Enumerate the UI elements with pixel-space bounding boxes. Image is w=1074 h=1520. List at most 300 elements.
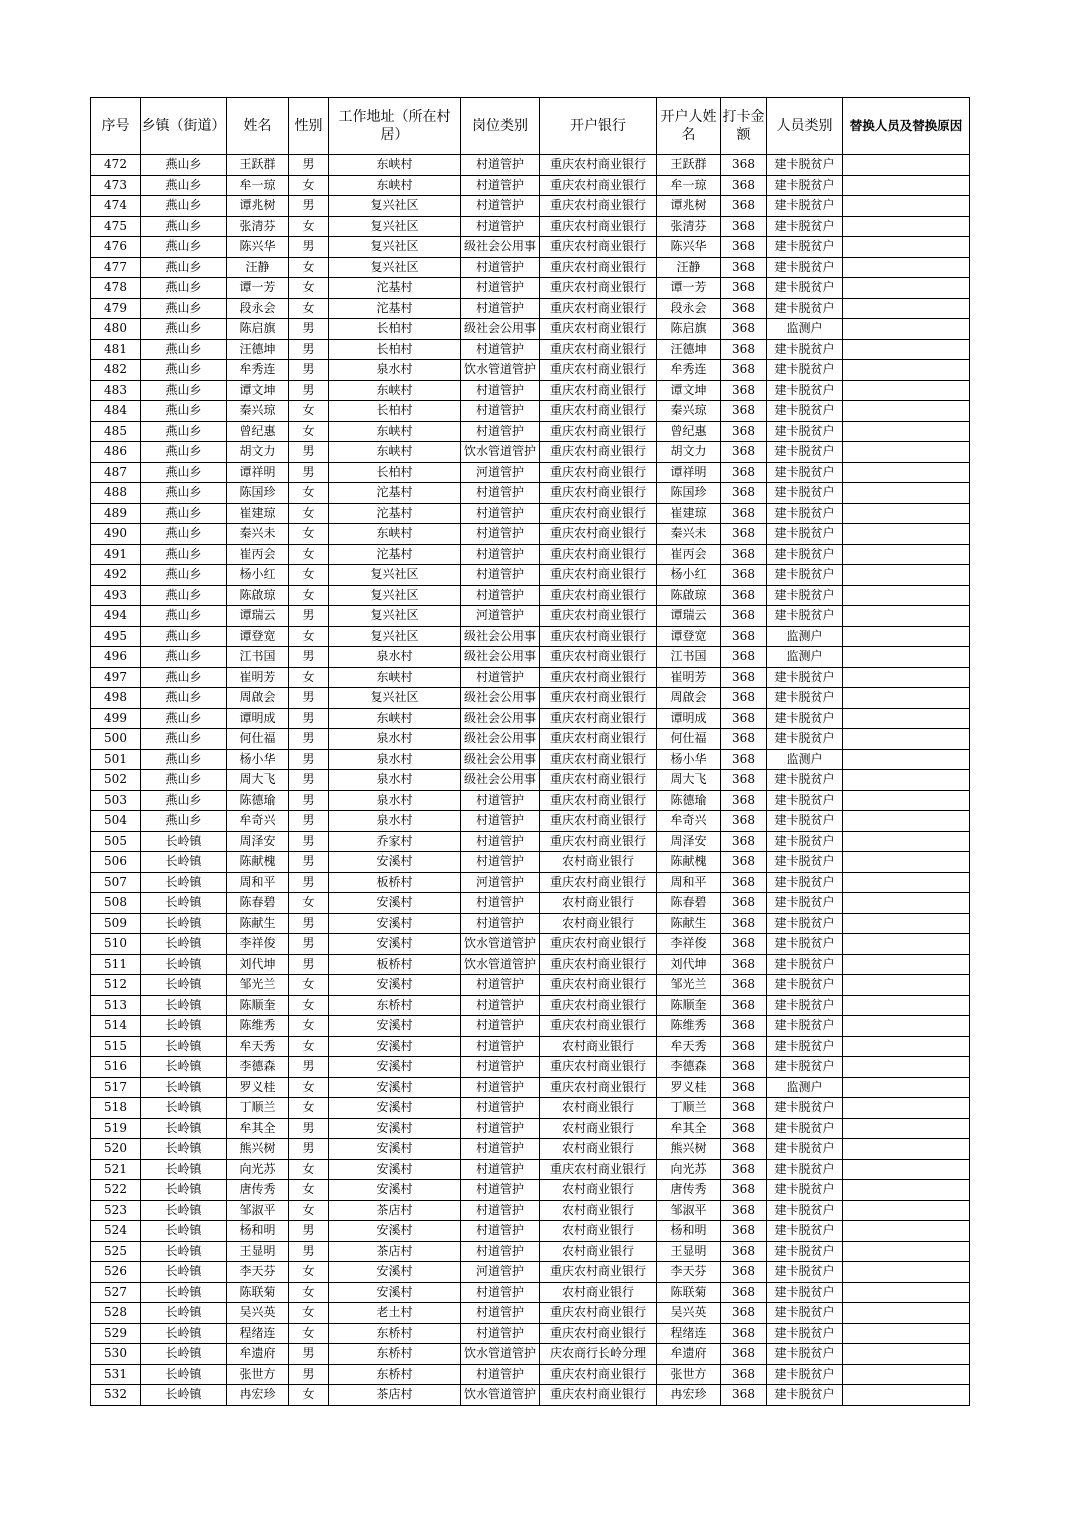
table-row <box>91 1057 970 1078</box>
cell-name: 牟一琼 <box>227 175 289 196</box>
cell-post: 村道管护 <box>461 1057 540 1078</box>
cell-replacement <box>843 401 970 422</box>
cell-holder: 牟奇兴 <box>657 811 721 832</box>
cell-category: 建卡脱贫户 <box>767 1303 843 1324</box>
cell-post: 村道管护 <box>461 913 540 934</box>
cell-town: 长岭镇 <box>141 1241 227 1262</box>
cell-bank: 农村商业银行 <box>540 852 657 873</box>
cell-town: 长岭镇 <box>141 1200 227 1221</box>
cell-address: 安溪村 <box>329 1180 461 1201</box>
cell-bank: 农村商业银行 <box>540 1221 657 1242</box>
table-row <box>91 647 970 668</box>
table-row <box>91 503 970 524</box>
cell-bank: 重庆农村商业银行 <box>540 790 657 811</box>
cell-post: 村道管护 <box>461 175 540 196</box>
cell-holder: 陈联菊 <box>657 1282 721 1303</box>
cell-gender: 男 <box>289 1057 329 1078</box>
cell-amount: 368 <box>721 1385 767 1406</box>
cell-holder: 张世方 <box>657 1364 721 1385</box>
cell-gender: 男 <box>289 708 329 729</box>
cell-replacement <box>843 1262 970 1283</box>
cell-replacement <box>843 1180 970 1201</box>
cell-post: 村道管护 <box>461 503 540 524</box>
cell-gender: 女 <box>289 585 329 606</box>
cell-post: 村道管护 <box>461 216 540 237</box>
cell-seq: 477 <box>91 257 141 278</box>
cell-amount: 368 <box>721 954 767 975</box>
cell-category: 监测户 <box>767 647 843 668</box>
cell-gender: 男 <box>289 954 329 975</box>
cell-amount: 368 <box>721 647 767 668</box>
cell-bank: 农村商业银行 <box>540 1098 657 1119</box>
cell-address: 安溪村 <box>329 913 461 934</box>
cell-seq: 497 <box>91 667 141 688</box>
cell-address: 茶店村 <box>329 1241 461 1262</box>
cell-town: 燕山乡 <box>141 257 227 278</box>
cell-town: 长岭镇 <box>141 1385 227 1406</box>
cell-category: 建卡脱贫户 <box>767 1098 843 1119</box>
cell-address: 泉水村 <box>329 729 461 750</box>
cell-name: 崔丙会 <box>227 544 289 565</box>
cell-bank: 重庆农村商业银行 <box>540 1057 657 1078</box>
cell-seq: 504 <box>91 811 141 832</box>
cell-gender: 女 <box>289 1385 329 1406</box>
table-row <box>91 257 970 278</box>
cell-bank: 重庆农村商业银行 <box>540 770 657 791</box>
cell-amount: 368 <box>721 483 767 504</box>
cell-seq: 475 <box>91 216 141 237</box>
table-row <box>91 319 970 340</box>
cell-holder: 邹光兰 <box>657 975 721 996</box>
cell-category: 建卡脱贫户 <box>767 1221 843 1242</box>
cell-gender: 男 <box>289 606 329 627</box>
cell-town: 燕山乡 <box>141 196 227 217</box>
cell-post: 饮水管道管护 <box>461 934 540 955</box>
cell-address: 安溪村 <box>329 975 461 996</box>
cell-name: 陈启旗 <box>227 319 289 340</box>
cell-town: 长岭镇 <box>141 852 227 873</box>
cell-post: 饮水管道管护 <box>461 1385 540 1406</box>
cell-seq: 473 <box>91 175 141 196</box>
cell-seq: 526 <box>91 1262 141 1283</box>
cell-amount: 368 <box>721 524 767 545</box>
cell-seq: 476 <box>91 237 141 258</box>
cell-seq: 498 <box>91 688 141 709</box>
cell-seq: 481 <box>91 339 141 360</box>
cell-holder: 胡文力 <box>657 442 721 463</box>
cell-holder: 崔建琼 <box>657 503 721 524</box>
cell-amount: 368 <box>721 1036 767 1057</box>
cell-address: 沱基村 <box>329 483 461 504</box>
cell-name: 陈啟琼 <box>227 585 289 606</box>
cell-holder: 李天芬 <box>657 1262 721 1283</box>
cell-address: 泉水村 <box>329 749 461 770</box>
cell-gender: 女 <box>289 1282 329 1303</box>
cell-town: 长岭镇 <box>141 1098 227 1119</box>
cell-bank: 重庆农村商业银行 <box>540 380 657 401</box>
cell-seq: 513 <box>91 995 141 1016</box>
cell-gender: 男 <box>289 380 329 401</box>
cell-gender: 女 <box>289 1200 329 1221</box>
cell-town: 燕山乡 <box>141 790 227 811</box>
cell-post: 村道管护 <box>461 421 540 442</box>
cell-replacement <box>843 339 970 360</box>
header-gender: 性别 <box>289 98 329 155</box>
table-row <box>91 770 970 791</box>
cell-category: 建卡脱贫户 <box>767 1364 843 1385</box>
cell-category: 建卡脱贫户 <box>767 913 843 934</box>
cell-bank: 重庆农村商业银行 <box>540 1385 657 1406</box>
cell-address: 长柏村 <box>329 339 461 360</box>
cell-gender: 男 <box>289 872 329 893</box>
cell-amount: 368 <box>721 216 767 237</box>
cell-replacement <box>843 606 970 627</box>
cell-town: 长岭镇 <box>141 1323 227 1344</box>
cell-address: 板桥村 <box>329 872 461 893</box>
cell-gender: 男 <box>289 749 329 770</box>
table-row <box>91 729 970 750</box>
cell-category: 建卡脱贫户 <box>767 257 843 278</box>
cell-post: 村道管护 <box>461 544 540 565</box>
cell-address: 复兴社区 <box>329 626 461 647</box>
cell-holder: 牟秀连 <box>657 360 721 381</box>
cell-bank: 重庆农村商业银行 <box>540 1016 657 1037</box>
cell-post: 村道管护 <box>461 1364 540 1385</box>
cell-replacement <box>843 1139 970 1160</box>
cell-holder: 陈国珍 <box>657 483 721 504</box>
cell-amount: 368 <box>721 544 767 565</box>
cell-amount: 368 <box>721 790 767 811</box>
cell-gender: 男 <box>289 688 329 709</box>
cell-amount: 368 <box>721 1159 767 1180</box>
cell-holder: 杨小华 <box>657 749 721 770</box>
cell-name: 杨小红 <box>227 565 289 586</box>
cell-holder: 唐传秀 <box>657 1180 721 1201</box>
cell-post: 河道管护 <box>461 872 540 893</box>
table-row <box>91 1221 970 1242</box>
cell-gender: 女 <box>289 544 329 565</box>
cell-post: 村道管护 <box>461 1180 540 1201</box>
cell-gender: 男 <box>289 1139 329 1160</box>
table-row <box>91 1180 970 1201</box>
cell-post: 村道管护 <box>461 524 540 545</box>
cell-holder: 陈献槐 <box>657 852 721 873</box>
cell-amount: 368 <box>721 585 767 606</box>
cell-address: 沱基村 <box>329 503 461 524</box>
cell-address: 东峡村 <box>329 667 461 688</box>
cell-post: 村道管护 <box>461 298 540 319</box>
cell-town: 长岭镇 <box>141 1364 227 1385</box>
cell-post: 村道管护 <box>461 1200 540 1221</box>
cell-replacement <box>843 483 970 504</box>
table-row <box>91 380 970 401</box>
cell-amount: 368 <box>721 298 767 319</box>
cell-town: 燕山乡 <box>141 565 227 586</box>
cell-gender: 女 <box>289 401 329 422</box>
cell-town: 燕山乡 <box>141 216 227 237</box>
cell-address: 长柏村 <box>329 462 461 483</box>
cell-replacement <box>843 893 970 914</box>
cell-name: 李祥俊 <box>227 934 289 955</box>
cell-seq: 479 <box>91 298 141 319</box>
table-row <box>91 216 970 237</box>
cell-gender: 男 <box>289 770 329 791</box>
cell-gender: 男 <box>289 1364 329 1385</box>
cell-holder: 程绪连 <box>657 1323 721 1344</box>
table-row <box>91 1241 970 1262</box>
cell-gender: 男 <box>289 913 329 934</box>
cell-holder: 牟天秀 <box>657 1036 721 1057</box>
cell-name: 陈国珍 <box>227 483 289 504</box>
cell-town: 燕山乡 <box>141 237 227 258</box>
header-replacement: 替换人员及替换原因 <box>843 98 970 155</box>
cell-replacement <box>843 565 970 586</box>
cell-holder: 罗义桂 <box>657 1077 721 1098</box>
cell-gender: 男 <box>289 729 329 750</box>
cell-holder: 陈启旗 <box>657 319 721 340</box>
cell-town: 长岭镇 <box>141 872 227 893</box>
cell-name: 张清芬 <box>227 216 289 237</box>
cell-bank: 重庆农村商业银行 <box>540 626 657 647</box>
cell-holder: 周泽安 <box>657 831 721 852</box>
cell-holder: 杨和明 <box>657 1221 721 1242</box>
table-row <box>91 401 970 422</box>
cell-category: 建卡脱贫户 <box>767 462 843 483</box>
cell-town: 燕山乡 <box>141 524 227 545</box>
cell-holder: 汪德坤 <box>657 339 721 360</box>
cell-bank: 农村商业银行 <box>540 1180 657 1201</box>
cell-holder: 江书国 <box>657 647 721 668</box>
cell-gender: 女 <box>289 524 329 545</box>
cell-post: 村道管护 <box>461 1016 540 1037</box>
cell-seq: 527 <box>91 1282 141 1303</box>
cell-address: 安溪村 <box>329 1221 461 1242</box>
cell-seq: 488 <box>91 483 141 504</box>
cell-bank: 重庆农村商业银行 <box>540 647 657 668</box>
cell-town: 燕山乡 <box>141 462 227 483</box>
cell-gender: 男 <box>289 790 329 811</box>
cell-address: 老土村 <box>329 1303 461 1324</box>
table-row <box>91 565 970 586</box>
cell-category: 建卡脱贫户 <box>767 790 843 811</box>
cell-town: 燕山乡 <box>141 811 227 832</box>
cell-address: 东峡村 <box>329 155 461 176</box>
cell-town: 长岭镇 <box>141 1036 227 1057</box>
cell-post: 级社会公用事 <box>461 237 540 258</box>
table-row <box>91 1262 970 1283</box>
cell-address: 东峡村 <box>329 708 461 729</box>
cell-post: 村道管护 <box>461 790 540 811</box>
cell-bank: 重庆农村商业银行 <box>540 934 657 955</box>
cell-amount: 368 <box>721 995 767 1016</box>
cell-seq: 480 <box>91 319 141 340</box>
cell-amount: 368 <box>721 1118 767 1139</box>
cell-gender: 女 <box>289 483 329 504</box>
cell-seq: 483 <box>91 380 141 401</box>
cell-bank: 重庆农村商业银行 <box>540 503 657 524</box>
cell-gender: 男 <box>289 934 329 955</box>
cell-seq: 528 <box>91 1303 141 1324</box>
cell-category: 建卡脱贫户 <box>767 667 843 688</box>
cell-replacement <box>843 1282 970 1303</box>
cell-amount: 368 <box>721 913 767 934</box>
cell-replacement <box>843 770 970 791</box>
cell-name: 谭一芳 <box>227 278 289 299</box>
cell-holder: 冉宏珍 <box>657 1385 721 1406</box>
cell-post: 村道管护 <box>461 339 540 360</box>
cell-amount: 368 <box>721 1221 767 1242</box>
cell-bank: 重庆农村商业银行 <box>540 155 657 176</box>
cell-replacement <box>843 360 970 381</box>
cell-category: 建卡脱贫户 <box>767 380 843 401</box>
cell-address: 茶店村 <box>329 1200 461 1221</box>
cell-category: 建卡脱贫户 <box>767 1180 843 1201</box>
cell-address: 复兴社区 <box>329 606 461 627</box>
table-row <box>91 1385 970 1406</box>
cell-bank: 农村商业银行 <box>540 1241 657 1262</box>
cell-category: 建卡脱贫户 <box>767 1057 843 1078</box>
cell-category: 建卡脱贫户 <box>767 1323 843 1344</box>
table-row <box>91 1364 970 1385</box>
cell-seq: 503 <box>91 790 141 811</box>
cell-holder: 丁顺兰 <box>657 1098 721 1119</box>
cell-replacement <box>843 1016 970 1037</box>
cell-town: 长岭镇 <box>141 975 227 996</box>
table-body <box>91 155 970 1406</box>
cell-gender: 男 <box>289 1344 329 1365</box>
cell-post: 级社会公用事 <box>461 729 540 750</box>
cell-post: 村道管护 <box>461 1036 540 1057</box>
cell-seq: 500 <box>91 729 141 750</box>
cell-category: 建卡脱贫户 <box>767 1159 843 1180</box>
cell-bank: 重庆农村商业银行 <box>540 1077 657 1098</box>
table-row <box>91 1303 970 1324</box>
cell-amount: 368 <box>721 503 767 524</box>
cell-address: 东峡村 <box>329 175 461 196</box>
table-row <box>91 1282 970 1303</box>
cell-replacement <box>843 175 970 196</box>
cell-bank: 农村商业银行 <box>540 1036 657 1057</box>
cell-address: 复兴社区 <box>329 237 461 258</box>
cell-gender: 男 <box>289 237 329 258</box>
cell-holder: 周大飞 <box>657 770 721 791</box>
cell-post: 村道管护 <box>461 1323 540 1344</box>
cell-address: 东峡村 <box>329 524 461 545</box>
cell-name: 唐传秀 <box>227 1180 289 1201</box>
cell-seq: 474 <box>91 196 141 217</box>
cell-amount: 368 <box>721 196 767 217</box>
header-post: 岗位类别 <box>461 98 540 155</box>
cell-name: 杨小华 <box>227 749 289 770</box>
cell-post: 村道管护 <box>461 483 540 504</box>
cell-category: 建卡脱贫户 <box>767 729 843 750</box>
cell-category: 建卡脱贫户 <box>767 975 843 996</box>
cell-address: 复兴社区 <box>329 585 461 606</box>
cell-seq: 484 <box>91 401 141 422</box>
header-town: 乡镇（街道） <box>141 98 227 155</box>
cell-replacement <box>843 1036 970 1057</box>
header-holder: 开户人姓名 <box>657 98 721 155</box>
table-row <box>91 585 970 606</box>
table-row <box>91 831 970 852</box>
cell-address: 东桥村 <box>329 1323 461 1344</box>
cell-address: 东峡村 <box>329 442 461 463</box>
cell-seq: 518 <box>91 1098 141 1119</box>
table-row <box>91 852 970 873</box>
cell-holder: 曾纪惠 <box>657 421 721 442</box>
cell-amount: 368 <box>721 893 767 914</box>
table-row <box>91 893 970 914</box>
cell-town: 燕山乡 <box>141 360 227 381</box>
table-row <box>91 196 970 217</box>
cell-seq: 489 <box>91 503 141 524</box>
cell-name: 李天芬 <box>227 1262 289 1283</box>
header-address: 工作地址（所在村居） <box>329 98 461 155</box>
cell-town: 燕山乡 <box>141 298 227 319</box>
cell-category: 监测户 <box>767 749 843 770</box>
cell-post: 村道管护 <box>461 401 540 422</box>
table-row <box>91 1036 970 1057</box>
header-name: 姓名 <box>227 98 289 155</box>
table-row <box>91 421 970 442</box>
cell-holder: 陈春碧 <box>657 893 721 914</box>
cell-address: 安溪村 <box>329 852 461 873</box>
cell-town: 燕山乡 <box>141 175 227 196</box>
cell-name: 谭明成 <box>227 708 289 729</box>
cell-bank: 重庆农村商业银行 <box>540 585 657 606</box>
cell-holder: 张清芬 <box>657 216 721 237</box>
cell-bank: 农村商业银行 <box>540 1118 657 1139</box>
cell-seq: 521 <box>91 1159 141 1180</box>
cell-amount: 368 <box>721 462 767 483</box>
cell-town: 长岭镇 <box>141 1077 227 1098</box>
cell-replacement <box>843 421 970 442</box>
cell-town: 燕山乡 <box>141 606 227 627</box>
cell-town: 长岭镇 <box>141 934 227 955</box>
cell-town: 长岭镇 <box>141 893 227 914</box>
cell-amount: 368 <box>721 1200 767 1221</box>
cell-amount: 368 <box>721 155 767 176</box>
cell-address: 东桥村 <box>329 1364 461 1385</box>
cell-name: 张世方 <box>227 1364 289 1385</box>
cell-post: 饮水管道管护 <box>461 1344 540 1365</box>
cell-post: 村道管护 <box>461 257 540 278</box>
cell-name: 陈德瑜 <box>227 790 289 811</box>
cell-address: 泉水村 <box>329 360 461 381</box>
table-row <box>91 278 970 299</box>
cell-amount: 368 <box>721 1344 767 1365</box>
cell-bank: 重庆农村商业银行 <box>540 524 657 545</box>
cell-seq: 532 <box>91 1385 141 1406</box>
cell-category: 建卡脱贫户 <box>767 401 843 422</box>
cell-seq: 472 <box>91 155 141 176</box>
cell-name: 周大飞 <box>227 770 289 791</box>
cell-name: 谭文坤 <box>227 380 289 401</box>
cell-gender: 女 <box>289 1077 329 1098</box>
cell-holder: 谭登宽 <box>657 626 721 647</box>
cell-town: 长岭镇 <box>141 1118 227 1139</box>
cell-seq: 530 <box>91 1344 141 1365</box>
cell-address: 东桥村 <box>329 995 461 1016</box>
cell-address: 安溪村 <box>329 1159 461 1180</box>
cell-gender: 女 <box>289 1323 329 1344</box>
cell-name: 曾纪惠 <box>227 421 289 442</box>
cell-name: 段永会 <box>227 298 289 319</box>
cell-name: 牟遗府 <box>227 1344 289 1365</box>
cell-address: 沱基村 <box>329 278 461 299</box>
cell-town: 长岭镇 <box>141 831 227 852</box>
table-row <box>91 1139 970 1160</box>
